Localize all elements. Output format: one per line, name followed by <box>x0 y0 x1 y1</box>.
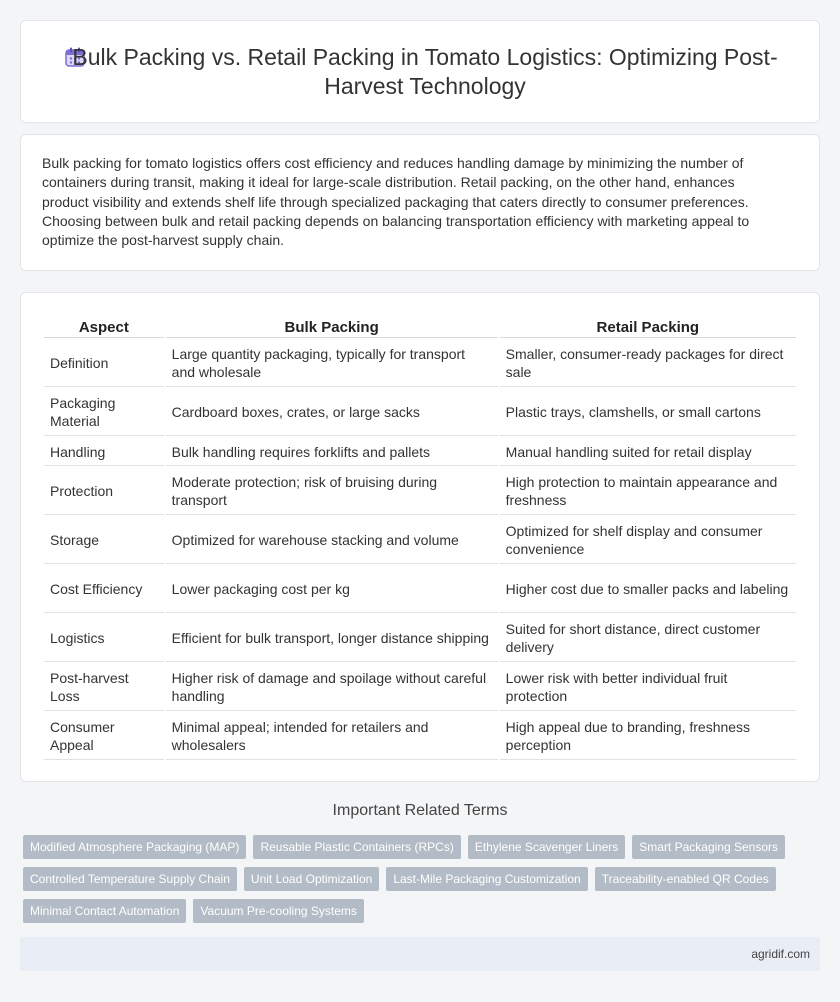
retail-cell: Smaller, consumer-ready packages for direct sale <box>500 340 796 387</box>
page-title: Bulk Packing vs. Retail Packing in Tomato Logistics: Optimizing Post-Harvest Technology <box>72 44 778 99</box>
table-row <box>44 615 796 662</box>
related-term-tag[interactable]: Modified Atmosphere Packaging (MAP) <box>23 835 246 859</box>
related-term-tag[interactable]: Traceability-enabled QR Codes <box>595 867 776 891</box>
header-retail-packing: Retail Packing <box>500 316 796 338</box>
aspect-cell: Storage <box>44 517 164 564</box>
bulk-cell: Bulk handling requires forklifts and pallets <box>166 438 498 466</box>
bulk-cell: Large quantity packaging, typically for transport and wholesale <box>166 340 498 387</box>
related-term-tag[interactable]: Smart Packaging Sensors <box>632 835 785 859</box>
table-row <box>44 389 796 436</box>
related-term-tag[interactable]: Last-Mile Packaging Customization <box>386 867 587 891</box>
related-term-tag[interactable]: Ethylene Scavenger Liners <box>468 835 625 859</box>
table-row <box>44 664 796 711</box>
footer <box>20 937 820 971</box>
bulk-cell: Minimal appeal; intended for retailers and wholesalers <box>166 713 498 760</box>
retail-cell: Optimized for shelf display and consumer convenience <box>500 517 796 564</box>
intro-card <box>20 134 820 271</box>
table-header-row <box>44 316 796 338</box>
comparison-table <box>42 314 798 762</box>
retail-cell: High protection to maintain appearance and freshness <box>500 468 796 515</box>
retail-cell: Manual handling suited for retail display <box>500 438 796 466</box>
bulk-cell: Optimized for warehouse stacking and volume <box>166 517 498 564</box>
aspect-cell: Cost Efficiency <box>44 566 164 613</box>
bulk-cell: Cardboard boxes, crates, or large sacks <box>166 389 498 436</box>
retail-cell: High appeal due to branding, freshness perception <box>500 713 796 760</box>
table-row <box>44 438 796 466</box>
table-row <box>44 517 796 564</box>
aspect-cell: Packaging Material <box>44 389 164 436</box>
header-card <box>20 20 820 123</box>
bulk-cell: Moderate protection; risk of bruising during transport <box>166 468 498 515</box>
related-terms-title: Important Related Terms <box>332 802 508 819</box>
related-term-tag[interactable]: Controlled Temperature Supply Chain <box>23 867 237 891</box>
table-row <box>44 713 796 760</box>
aspect-cell: Definition <box>44 340 164 387</box>
bulk-cell: Lower packaging cost per kg <box>166 566 498 613</box>
table-row <box>44 340 796 387</box>
table-row <box>44 566 796 613</box>
intro-paragraph: Bulk packing for tomato logistics offers cost efficiency and reduces handling damage by minimizing the number of containers during transit, making it ideal for large-scale distribution. Retail packing, on the other hand, enhances product visibility and extends shelf life through specialized packaging that caters directly to consumer preferences. Choosing between bulk and retail packing depends on balancing transportation efficiency with marketing appeal to optimize the post-harvest supply chain. <box>42 155 750 249</box>
related-terms-list <box>23 835 813 931</box>
retail-cell: Higher cost due to smaller packs and labeling <box>500 566 796 613</box>
related-term-tag[interactable]: Minimal Contact Automation <box>23 899 186 923</box>
retail-cell: Plastic trays, clamshells, or small cartons <box>500 389 796 436</box>
header-aspect: Aspect <box>44 316 164 338</box>
comparison-card <box>20 292 820 782</box>
aspect-cell: Logistics <box>44 615 164 662</box>
aspect-cell: Consumer Appeal <box>44 713 164 760</box>
bulk-cell: Efficient for bulk transport, longer distance shipping <box>166 615 498 662</box>
bulk-cell: Higher risk of damage and spoilage without careful handling <box>166 664 498 711</box>
footer-site-link[interactable]: agridif.com <box>751 947 810 961</box>
aspect-cell: Handling <box>44 438 164 466</box>
retail-cell: Lower risk with better individual fruit protection <box>500 664 796 711</box>
header-bulk-packing: Bulk Packing <box>166 316 498 338</box>
related-term-tag[interactable]: Unit Load Optimization <box>244 867 379 891</box>
aspect-cell: Post-harvest Loss <box>44 664 164 711</box>
table-row <box>44 468 796 515</box>
related-term-tag[interactable]: Vacuum Pre-cooling Systems <box>193 899 364 923</box>
aspect-cell: Protection <box>44 468 164 515</box>
retail-cell: Suited for short distance, direct customer delivery <box>500 615 796 662</box>
related-term-tag[interactable]: Reusable Plastic Containers (RPCs) <box>253 835 460 859</box>
